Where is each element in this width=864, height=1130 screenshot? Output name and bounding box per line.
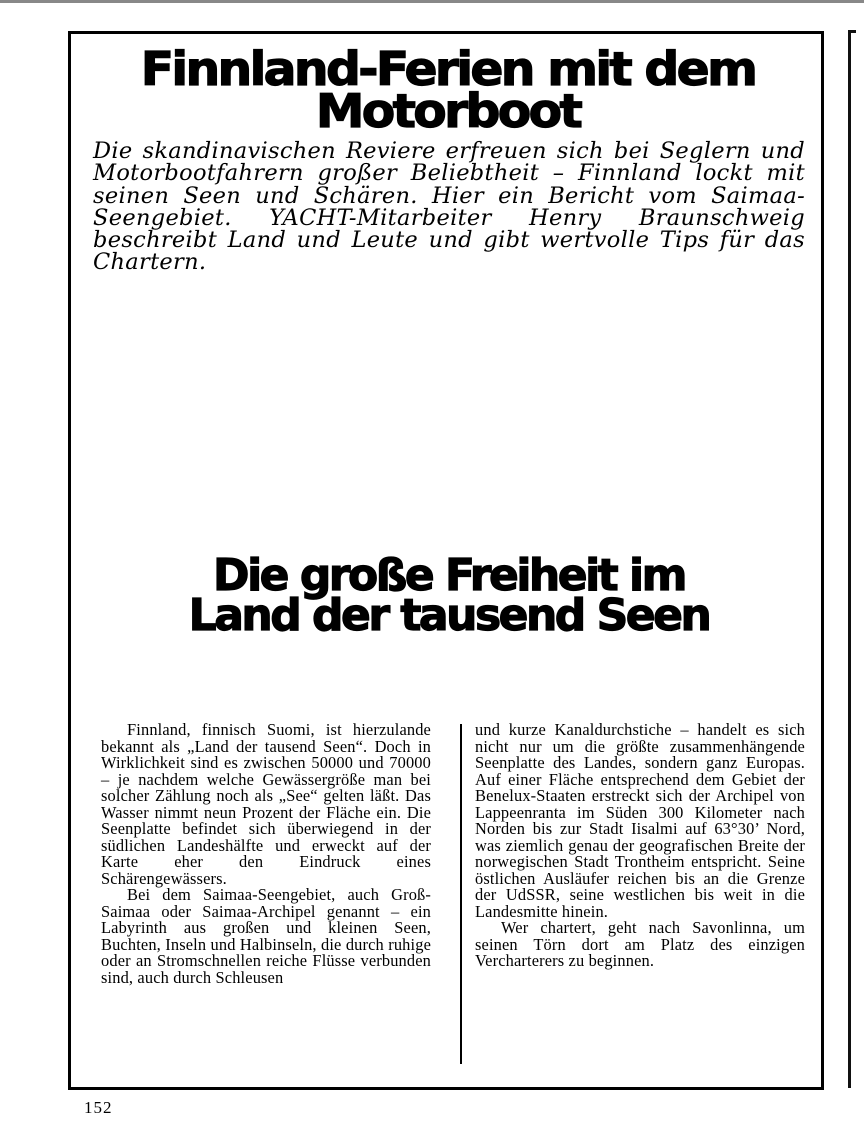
article-frame xyxy=(68,31,824,1090)
paragraph: Wer chartert, geht nach Savonlinna, um seinen Törn dort am Platz des einzigen Vercharterers zu beginnen. xyxy=(475,918,805,970)
paragraph: Bei dem Saimaa-Seengebiet, auch Groß-Saimaa oder Saimaa-Archipel genannt – ein Labyrinth aus großen und kleinen Seen, Buchten, Inseln und Halbinseln, die durch ruhige oder an Stromschnellen reiche Flüsse verbunden sind, auch durch Schleusen xyxy=(101,885,431,987)
paragraph: Finnland, finnisch Suomi, ist hierzulande bekannt als „Land der tausend Seen“. Doch in Wirklichkeit sind es zwischen 50000 und 70000 – je nachdem welche Gewässergröße man bei solcher Zählung noch als „See“ gelten läßt. Das Wasser nimmt neun Prozent der Fläche ein. Die Seenplatte befindet sich überwiegend in der südlichen Landeshälfte und erweckt auf der Karte eher den Eindruck eines Schärengewässers. xyxy=(101,720,431,888)
top-rule xyxy=(0,0,864,3)
adjacent-page-edge xyxy=(848,30,856,1088)
article-subheadline: Die große Freiheit im Land der tausend Seen xyxy=(188,550,710,641)
column-divider xyxy=(460,724,462,1064)
article-headline: Finnland-Ferien mit dem Motorboot xyxy=(140,42,756,138)
page-number: 152 xyxy=(84,1098,113,1117)
text-column-right xyxy=(475,722,805,970)
article-intro: Die skandinavischen Reviere erfreuen sich bei Seglern und Motorbootfahrern großer Beliebtheit – Finnland lockt mit seinen Seen und Schären. Hier ein Bericht vom Saimaa-Seengebiet. YACHT-Mitarbeiter Henry Braunschweig beschreibt Land und Leute und gibt wertvolle Tips für das Chartern. xyxy=(93,138,805,276)
paragraph: und kurze Kanaldurchstiche – handelt es sich nicht nur um die größte zusammenhängende Seenplatte des Landes, sondern ganz Europas. Auf einer Fläche entsprechend dem Gebiet der Benelux-Staaten erstreckt sich der Archipel von Lappeenranta im Süden 300 Kilometer nach Norden bis zur Stadt Iisalmi auf 63°30’ Nord, was ziemlich genau der geografischen Breite der norwegischen Stadt Trontheim entspricht. Seine östlichen Ausläufer reichen bis an die Grenze der UdSSR, seine westlichen bis weit in die Landesmitte hinein. xyxy=(475,720,805,921)
text-column-left xyxy=(101,722,431,986)
